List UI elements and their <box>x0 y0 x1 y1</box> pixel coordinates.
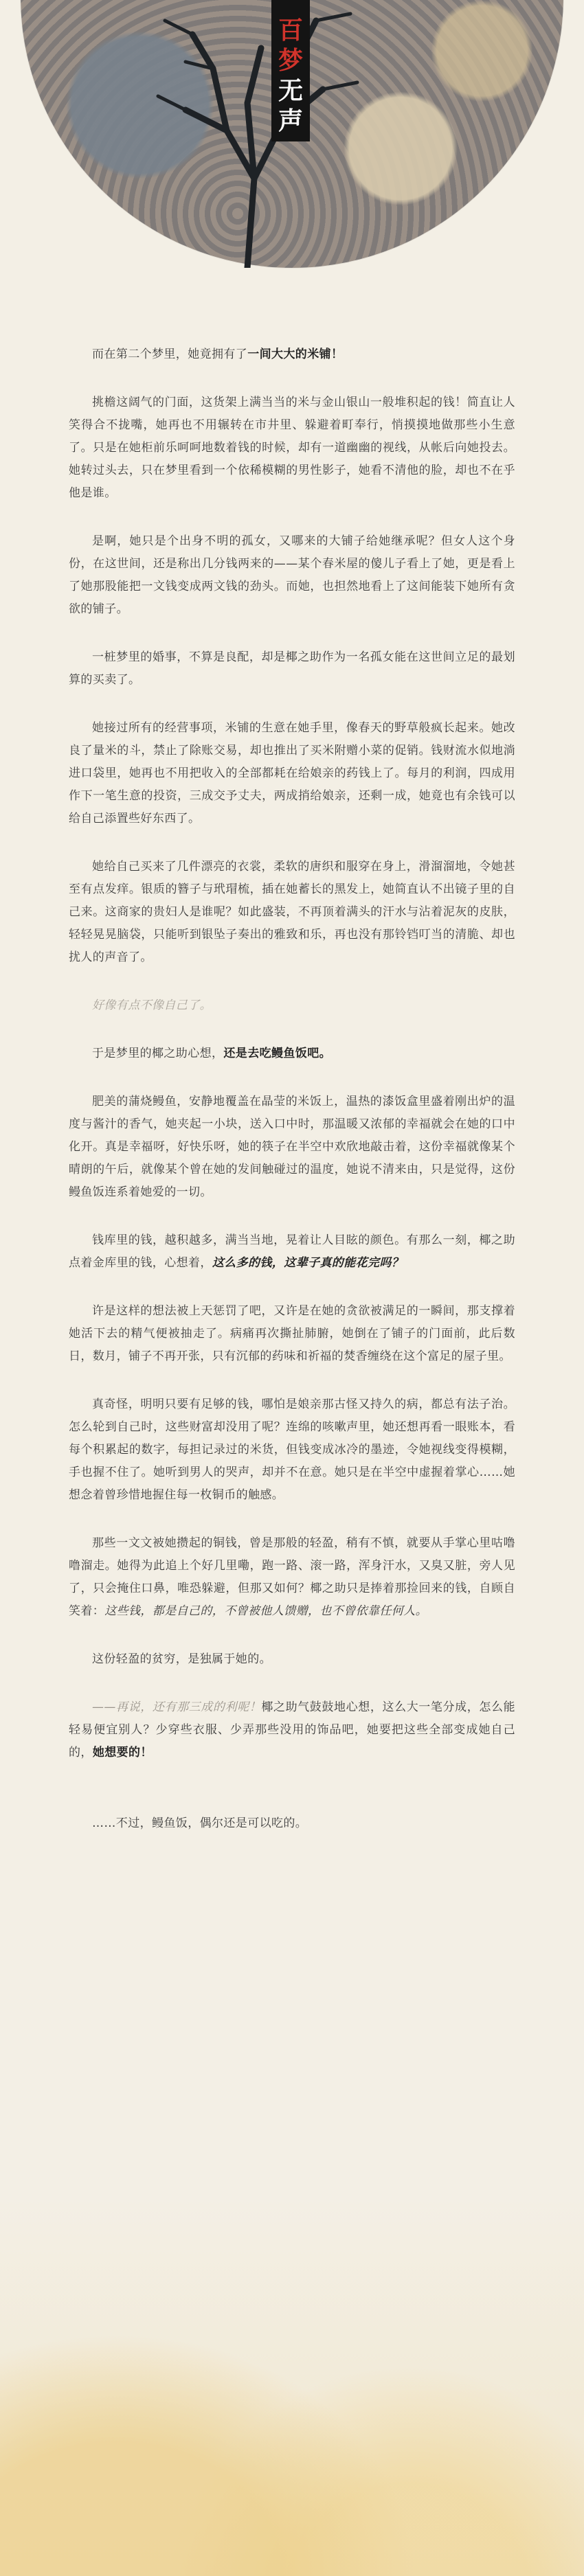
footer-golden-clouds <box>0 2198 584 2576</box>
paragraph-2: 挑檐这阔气的门面，这货架上满当当的米与金山银山一般堆积起的钱！简直让人笑得合不拢嘴，她再也不用辗转在市井里、躲避着町奉行，悄摸摸地做那些小生意了。只是在她柜前乐呵呵地数着钱的时候，却有一道幽幽的视线，从帐后向她投去。她转过头去，只在梦里看到一个依稀模糊的男性影子，她看不清他的脸，却也不在乎他是谁。 <box>69 396 515 500</box>
paragraph-16: ……不过，鳗鱼饭，偶尔还是可以吃的。 <box>92 1816 308 1830</box>
emphasis-text: 一间大大的米铺！ <box>247 347 344 361</box>
title-char-1: 百 <box>278 16 303 45</box>
paragraph-6: 她给自己买来了几件漂亮的衣裳，柔软的唐织和服穿在身上，滑溜溜地，令她甚至有点发痒。银质的簪子与玳瑁梳，插在她蓄长的黑发上，她简直认不出镜子里的自己来。这商家的贵妇人是谁呢？如此盛装，不再顶着满头的汗水与沾着泥灰的皮肤，轻轻晃晃脑袋，只能听到银坠子奏出的雅致和乐，再也没有那铃铛叮当的清脆、却也扰人的声音了。 <box>69 860 515 964</box>
title-char-2: 梦 <box>278 46 303 75</box>
paragraph-11: 许是这样的想法被上天惩罚了吧，又许是在她的贪欲被满足的一瞬间，那支撑着她活下去的精气便被抽走了。病痛再次撕扯肺腑，她倒在了铺子的门面前，此后数日，数月，铺子不再开张，只有沉郁的药味和祈福的焚香缠绕在这个富足的屋子里。 <box>69 1304 515 1363</box>
paragraph-8: 于是梦里的椰之助心想，还是去吃鳗鱼饭吧。 <box>92 1047 332 1060</box>
title-plaque <box>271 0 310 141</box>
paragraph-4: 一桩梦里的婚事，不算是良配，却是椰之助作为一名孤女能在这世间立足的最划算的买卖了。 <box>69 650 515 687</box>
header-illustration <box>0 0 584 316</box>
paragraph-1: 而在第二个梦里，她竟拥有了一间大大的米铺！ <box>92 347 344 361</box>
paragraph-13: 那些一文文被她攒起的铜钱，曾是那般的轻盈，稍有不慎，就要从手掌心里咕噜噜溜走。她得为此追上个好几里嘞，跑一路、滚一路，浑身汗水，又臭又脏，旁人见了，只会掩住口鼻，唯恐躲避，但那又如何？椰之助只是捧着那捡回来的钱，自顾自笑着：这些钱，都是自己的，不曾被他人馈赠，也不曾依靠任何人。 <box>69 1536 515 1618</box>
paragraph-3: 是啊，她只是个出身不明的孤女，又哪来的大铺子给她继承呢？但女人这个身份，在这世间，还是称出几分钱两来的——某个春米屋的傻儿子看上了她，更是看上了她那股能把一文钱变成两文钱的劲头。而她，也担然地看上了这间能装下她所有贪欲的铺子。 <box>69 534 515 616</box>
muted-text: ——再说，还有那三成的利呢！ <box>92 1700 262 1714</box>
paragraph-9: 肥美的蒲烧鳗鱼，安静地覆盖在晶莹的米饭上，温热的漆饭盒里盛着刚出炉的温度与酱汁的香气，她夹起一小块，送入口中时，那温暖又浓郁的幸福就会在她的口中化开。真是幸福呀，好快乐呀，她的筷子在半空中欢欣地敲击着，这份幸福就像某个晴朗的午后，就像某个曾在她的发间触碰过的温度，她说不清来由，只是觉得，这份鳗鱼饭连系着她爱的一切。 <box>69 1095 515 1199</box>
paragraph-10: 钱库里的钱，越积越多，满当当地，晃着让人目眩的颜色。有那么一刻，椰之助点着金库里的钱，心想着，这么多的钱，这辈子真的能花完吗？ <box>69 1233 515 1270</box>
paragraph-7-aside: 好像有点不像自己了。 <box>92 999 212 1012</box>
paragraph-14: 这份轻盈的贫穷，是独属于她的。 <box>92 1652 271 1666</box>
story-article <box>69 343 515 1860</box>
paragraph-5: 她接过所有的经营事项，米铺的生意在她手里，像春天的野草般疯长起来。她改良了量米的斗，禁止了除账交易，却也推出了买米附赠小菜的促销。钱财流水似地淌进口袋里，她再也不用把收入的全部都耗在给娘亲的药钱上了。每月的利润，四成用作下一笔生意的投资，三成交予丈夫，两成捎给娘亲，还剩一成，她竟也有余钱可以给自己添置些好东西了。 <box>69 721 515 825</box>
tree-silhouette-icon <box>144 7 364 268</box>
italic-text: 这些钱，都是自己的，不曾被他人馈赠，也不曾依靠任何人。 <box>104 1604 428 1618</box>
emphasis-text: 这么多的钱，这辈子真的能花完吗？ <box>212 1256 404 1270</box>
emphasis-text: 还是去吃鳗鱼饭吧。 <box>223 1047 332 1060</box>
title-char-4: 声 <box>278 106 303 135</box>
emphasis-text: 她想要的！ <box>92 1746 153 1759</box>
paragraph-12: 真奇怪，明明只要有足够的钱，哪怕是娘亲那古怪又持久的病，都总有法子治。怎么轮到自己时，这些财富却没用了呢？连绵的咳嗽声里，她还想再看一眼账本，看每个积累起的数字，每担记录过的米货，但钱变成冰冷的墨迹，令她视线变得模糊，手也握不住了。她听到男人的哭声，却并不在意。她只是在半空中虚握着掌心……她想念着曾珍惜地握住每一枚铜币的触感。 <box>69 1398 515 1502</box>
paragraph-15: ——再说，还有那三成的利呢！椰之助气鼓鼓地心想，这么大一笔分成，怎么能轻易便宜别人？少穿些衣服、少弄那些没用的饰品吧，她要把这些全部变成她自己的，她想要的！ <box>69 1700 515 1759</box>
title-char-3: 无 <box>278 76 303 105</box>
